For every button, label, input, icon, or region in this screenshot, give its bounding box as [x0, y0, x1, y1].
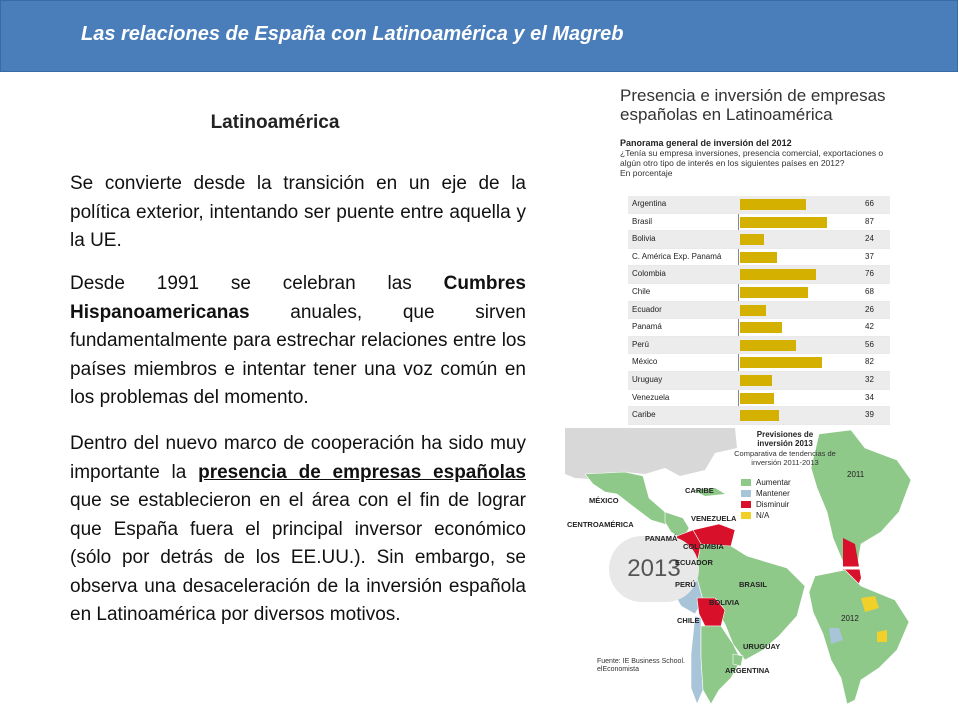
infographic-question: ¿Tenía su empresa inversiones, presencia comercial, exportaciones o algún otro tipo de interés en los siguientes países en 2012? — [620, 148, 884, 168]
bar — [740, 269, 816, 280]
bar-row — [628, 284, 890, 302]
label-mexico: MÉXICO — [589, 496, 619, 505]
legend-swatch — [741, 501, 751, 508]
bar-category-label: Perú — [632, 339, 649, 349]
bar-value-label: 76 — [865, 269, 874, 279]
bar-category-label: Brasil — [632, 216, 653, 226]
label-peru: PERÚ — [675, 580, 696, 589]
bar — [740, 410, 779, 421]
p3-text-a: Dentro del nuevo marco de cooperación ha sido muy importante la — [70, 433, 526, 483]
label-colombia: COLOMBIA — [683, 542, 724, 551]
paragraph-3 — [70, 430, 526, 630]
label-chile: CHILE — [677, 616, 700, 625]
bar — [740, 199, 806, 210]
investment-infographic — [620, 86, 900, 420]
bar-category-label: Uruguay — [632, 374, 663, 384]
investment-map — [565, 428, 925, 705]
year-2012-label: 2012 — [841, 614, 859, 623]
bar-category-label: México — [632, 357, 658, 367]
label-brasil: BRASIL — [739, 580, 767, 589]
bar — [740, 287, 808, 298]
p2-emphasis: Cumbres Hispanoamericanas — [70, 273, 526, 323]
map-title: Previsiones de inversión 2013 — [756, 430, 814, 448]
bar — [740, 357, 822, 368]
legend-swatch — [741, 512, 751, 519]
legend-item-disminuir — [741, 500, 791, 510]
bar-row — [628, 302, 890, 320]
legend-swatch — [741, 479, 751, 486]
bar-value-label: 82 — [865, 357, 874, 367]
bar-chart — [628, 196, 890, 425]
bar — [740, 340, 796, 351]
bar-value-label: 39 — [865, 410, 874, 420]
paragraph-1: Se convierte desde la transición en un eje de la política exterior, intentando ser puente entre aquella y la UE. — [70, 173, 526, 251]
bar-row — [628, 407, 890, 425]
map-source: Fuente: IE Business School. elEconomista — [597, 658, 685, 673]
bar-category-label: Chile — [632, 286, 651, 296]
title-bar — [0, 0, 958, 72]
label-caribe: CARIBE — [685, 486, 714, 495]
bar-row — [628, 266, 890, 284]
label-panama: PANAMÁ — [645, 534, 678, 543]
bar — [740, 305, 766, 316]
bar-category-label: Panamá — [632, 322, 662, 332]
section-heading: Latinoamérica — [210, 112, 340, 133]
p2-text-a: Desde 1991 se celebran las — [70, 273, 444, 294]
map-subtitle: Comparativa de tendencias de inversión 2011-2013 — [734, 449, 836, 467]
infographic-unit: En porcentaje — [620, 168, 673, 178]
bar-value-label: 66 — [865, 199, 874, 208]
bar-category-label: C. América Exp. Panamá — [632, 251, 722, 261]
label-ecuador: ECUADOR — [675, 558, 713, 567]
bar-value-label: 24 — [865, 234, 874, 244]
bar-value-label: 26 — [865, 304, 874, 314]
bar-row — [628, 319, 890, 337]
bar-value-label: 56 — [865, 339, 874, 349]
bar-row — [628, 354, 890, 372]
bar-value-label: 32 — [865, 374, 874, 384]
bar-category-label: Colombia — [632, 269, 666, 279]
bar-row — [628, 214, 890, 232]
bar — [740, 252, 777, 263]
bar-row — [628, 231, 890, 249]
legend-swatch — [741, 490, 751, 497]
bar-category-label: Caribe — [632, 410, 656, 420]
bar — [740, 234, 764, 245]
paragraph-2 — [70, 270, 526, 413]
p3-emphasis: presencia de empresas españolas — [198, 461, 526, 483]
bar-value-label: 68 — [865, 286, 874, 296]
bar-value-label: 42 — [865, 322, 874, 332]
infographic-subtitle: Panorama general de inversión del 2012 — [620, 138, 792, 148]
legend-label: Mantener — [756, 489, 790, 498]
year-2011-label: 2011 — [847, 470, 865, 479]
legend-item-na — [741, 511, 791, 521]
bar — [740, 393, 774, 404]
bar-row — [628, 196, 890, 214]
bar-category-label: Bolivia — [632, 234, 656, 244]
bar — [740, 217, 827, 228]
bar — [740, 375, 772, 386]
bar-row — [628, 372, 890, 390]
year-2013-badge: 2013 — [609, 536, 699, 602]
bar-value-label: 87 — [865, 216, 874, 226]
legend-label: Aumentar — [756, 478, 791, 487]
bar-row — [628, 337, 890, 355]
bar — [740, 322, 782, 333]
bar-category-label: Venezuela — [632, 392, 670, 402]
legend-item-aumentar — [741, 478, 791, 488]
infographic-title: Presencia e inversión de empresas españolas en Latinoamérica — [620, 86, 886, 124]
bar-category-label: Argentina — [632, 199, 667, 208]
bar-row — [628, 249, 890, 267]
bar-value-label: 37 — [865, 251, 874, 261]
bar-row — [628, 390, 890, 408]
p2-text-c: anuales, que sirven fundamentalmente para estrechar relaciones entre los países miembros e intentar tener una voz común en los problemas del momento. — [70, 301, 526, 408]
legend-label: Disminuir — [756, 500, 790, 509]
label-bolivia: BOLIVIA — [709, 598, 740, 607]
label-centroamerica: CENTROAMÉRICA — [567, 520, 634, 529]
legend-label: N/A — [756, 511, 770, 520]
bar-value-label: 34 — [865, 392, 874, 402]
map-legend — [741, 478, 791, 522]
label-venezuela: VENEZUELA — [691, 514, 737, 523]
p3-text-c: que se establecieron en el área con el fin de lograr que España fuera el principal inversor económico (sólo por detrás de los EE.UU.). Sin embargo, se observa una desaceleración de la inversión española en Latinoamérica por diversos motivos. — [70, 490, 526, 625]
bar-category-label: Ecuador — [632, 304, 662, 314]
label-uruguay: URUGUAY — [743, 642, 781, 651]
legend-item-mantener — [741, 489, 791, 499]
label-argentina: ARGENTINA — [725, 666, 770, 675]
slide-title: Las relaciones de España con Latinoamérica y el Magreb — [81, 23, 624, 45]
